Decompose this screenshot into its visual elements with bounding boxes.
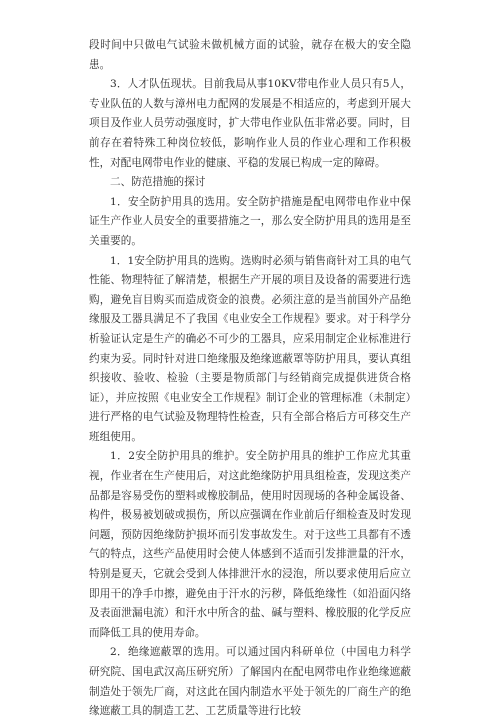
paragraph-continuation: 段时间中只做电气试验未做机械方面的试验，就存在极大的安全隐患。 <box>89 39 411 71</box>
section-heading-prevention-measures: 二、防范措施的探讨 <box>110 176 206 189</box>
paragraph-insulating-cover-selection: 2．绝缘遮蔽罩的选用。可以通过国内科研单位（中国电力科学研究院、国电武汉高压研究所）了解国内在配电网带电作业绝缘遮蔽制造处于领先厂商，对这此在国内制造水平处于领先的厂商生产的绝缘遮蔽工具的制造工艺、工艺质量等进行比较 <box>89 646 411 718</box>
paragraph-protective-equipment-selection: 1．安全防护用具的选用。安全防护措施是配电网带电作业中保证生产作业人员安全的重要措施之一，那么安全防护用具的选用是至关重要的。 <box>89 195 411 247</box>
paragraph-protective-equipment-maintenance: 1．2安全防护用具的维护。安全防护用具的维护工作应尤其重视，作业者在生产使用后，对这此绝缘防护用具组检查，发现这类产品都是容易受伤的塑料或橡胶制品，使用时因现场的各种金属设备、构件，极易被划破或损伤，所以应强调在作业前后仔细检查及时发现问题，预防因绝缘防护损坏而引发事故发生。对于这些工具都有不透气的特点，这些产品使用时会使人体感到不适而引发排泄量的汗水，特别是夏天，它就会受到人体排泄汗水的浸泡，所以要求使用后应立即用干的净手巾擦，避免由于汗水的污秽，降低绝缘性（如沿面闪络及表面泄漏电流）和汗水中所含的盐、碱与塑料、橡胶服的化学反应而降低工具的使用寿命。 <box>89 450 411 639</box>
document-body <box>89 36 411 722</box>
paragraph-talent-status: 3．人才队伍现状。目前我局从事10KV带电作业人员只有5人，专业队伍的人数与漳州电力配网的发展是不相适应的，考虑到开展大项目及作业人员劳动强度时，扩大带电作业队伍非常必要。同时，目前存在着特殊工种岗位较低，影响作业人员的作业心理和工作积极性，对配电网带电作业的健康、平稳的发展已构成一定的障碍。 <box>89 78 411 169</box>
paragraph-protective-equipment-purchase: 1．1安全防护用具的选购。选购时必须与销售商针对工具的电气性能、物理特征了解清楚，根据生产开展的项目及设备的需要进行选购，避免盲目购买而造成资金的浪费。必须注意的是当前国外产品绝缘服及工器具满足不了我国《电业安全工作规程》要求。对于科学分析验证认定是生产的确必不可少的工器具，应采用制定企业标准进行约束为妥。同时针对进口绝缘服及绝缘遮蔽罩等防护用具，要认真组织接收、验收、检验（主要是物质部门与经销商完成提供进货合格证），并应按照《电业安全工作规程》制订企业的管理标准（未制定）进行严格的电气试验及物理特性检查，只有全部合格后方可移交生产班组使用。 <box>89 254 411 443</box>
